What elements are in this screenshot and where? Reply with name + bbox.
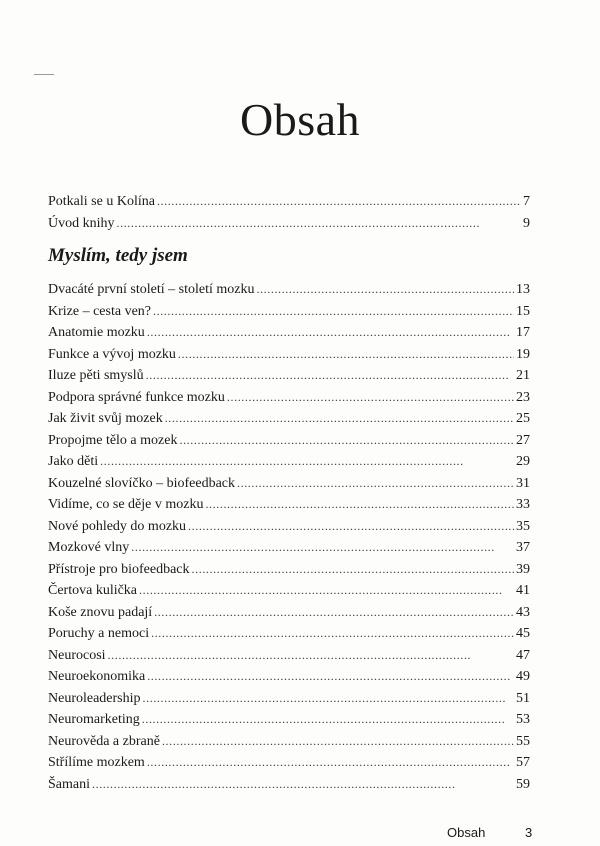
toc-entry-label: Funkce a vývoj mozku <box>48 346 176 362</box>
toc-entry <box>48 344 530 366</box>
toc-entry <box>48 666 530 688</box>
toc-entry <box>48 473 530 495</box>
toc-entry-label: Poruchy a nemoci <box>48 626 150 641</box>
toc-entry-page: 15 <box>516 303 530 319</box>
toc-entry-page: 49 <box>516 669 530 684</box>
toc-entry <box>48 580 530 602</box>
dot-leader <box>146 365 514 387</box>
dot-leader <box>147 666 514 688</box>
section-entries <box>48 279 530 795</box>
section-heading: Myslím, tedy jsem <box>48 245 188 266</box>
toc-entry <box>48 752 530 774</box>
toc-entry-label: Koše znovu padají <box>48 604 153 620</box>
dot-leader <box>165 408 514 430</box>
toc-entry-label: Neuroleadership <box>48 690 141 706</box>
toc-entry-label: Mozkové vlny <box>48 540 130 555</box>
footer-page-number: 3 <box>525 825 533 840</box>
dot-leader <box>162 731 514 753</box>
toc-entry-label: Potkali se u Kolína <box>48 194 155 209</box>
toc-entry-label: Krize – cesta ven? <box>48 303 151 319</box>
toc-entry-label: Kouzelné slovíčko – biofeedback <box>48 475 235 491</box>
toc-entry-label: Úvod knihy <box>48 215 115 231</box>
dot-leader <box>147 752 514 774</box>
toc-entry-page: 53 <box>516 712 530 727</box>
toc-entry-label: Jak živit svůj mozek <box>48 411 163 426</box>
toc-entry-page: 43 <box>516 604 530 620</box>
toc-entry-page: 55 <box>516 733 530 749</box>
toc-entry <box>48 602 530 624</box>
toc-entry <box>48 191 530 213</box>
toc-entry-label: Nové pohledy do mozku <box>48 518 187 534</box>
dot-leader <box>147 322 514 344</box>
toc-entry-page: 17 <box>516 325 530 340</box>
toc-entry-page: 39 <box>516 561 530 577</box>
dot-leader <box>157 191 521 213</box>
toc-entry-page: 35 <box>516 518 530 534</box>
toc-entry <box>48 645 530 667</box>
toc-entry <box>48 516 530 538</box>
toc-entry-page: 33 <box>516 497 530 512</box>
toc-entry-page: 31 <box>516 475 530 491</box>
toc-entry <box>48 408 530 430</box>
toc-entry-page: 29 <box>516 454 530 469</box>
dot-leader <box>153 301 514 323</box>
toc-entry-label: Podpora správné funkce mozku <box>48 389 225 405</box>
toc-entry-label: Dvacáté první století – století mozku <box>48 282 255 297</box>
toc-entry <box>48 451 530 473</box>
dot-leader <box>143 688 514 710</box>
toc-entry-page: 13 <box>516 282 530 297</box>
toc-entry-label: Neuroekonomika <box>48 669 146 684</box>
toc-entry-page: 45 <box>516 626 530 641</box>
toc-entry-page: 27 <box>516 432 530 448</box>
toc-entry-page: 47 <box>516 647 530 663</box>
dot-leader <box>142 709 514 731</box>
toc-entry <box>48 623 530 645</box>
dot-leader <box>256 279 514 301</box>
toc-entry-page: 21 <box>516 368 530 383</box>
toc-entry-label: Šamani <box>48 776 90 792</box>
toc-entry-page: 59 <box>516 776 530 792</box>
intro-entries <box>48 191 530 234</box>
dot-leader <box>139 580 514 602</box>
toc-entry <box>48 559 530 581</box>
toc-entry-page: 23 <box>516 389 530 405</box>
toc-entry-label: Anatomie mozku <box>48 325 145 340</box>
toc-entry-label: Střílíme mozkem <box>48 755 145 770</box>
toc-entry-label: Přístroje pro biofeedback <box>48 561 190 577</box>
toc-entry-label: Čertova kulička <box>48 583 138 598</box>
toc-entry <box>48 688 530 710</box>
dot-leader <box>154 602 514 624</box>
toc-entry <box>48 709 530 731</box>
toc-entry-page: 25 <box>516 411 530 426</box>
toc-entry-label: Neuromarketing <box>48 712 140 727</box>
toc-entry-page: 41 <box>516 583 530 598</box>
toc-entry-page: 9 <box>523 215 530 231</box>
toc-entry <box>48 537 530 559</box>
toc-entry-label: Neurocosi <box>48 647 106 663</box>
dot-leader <box>188 516 514 538</box>
dot-leader <box>92 774 514 796</box>
toc-entry-label: Iluze pěti smyslů <box>48 368 144 383</box>
toc-entry-page: 7 <box>523 194 530 209</box>
toc-entry <box>48 731 530 753</box>
scan-mark <box>34 74 54 75</box>
footer-title: Obsah <box>447 825 486 840</box>
dot-leader <box>108 645 514 667</box>
dot-leader <box>237 473 514 495</box>
dot-leader <box>179 430 514 452</box>
page-footer <box>0 825 600 845</box>
toc-entry-page: 19 <box>516 346 530 362</box>
toc-entry <box>48 213 530 235</box>
dot-leader <box>178 344 514 366</box>
toc-entry <box>48 365 530 387</box>
toc-entry-page: 51 <box>516 690 530 706</box>
toc-entry-label: Jako děti <box>48 454 99 469</box>
dot-leader <box>227 387 514 409</box>
dot-leader <box>100 451 514 473</box>
toc-entry-page: 57 <box>516 755 530 770</box>
toc-entry <box>48 322 530 344</box>
dot-leader <box>117 213 522 235</box>
dot-leader <box>151 623 514 645</box>
dot-leader <box>192 559 514 581</box>
toc-entry <box>48 279 530 301</box>
page-title: Obsah <box>239 93 361 145</box>
toc-entry <box>48 774 530 796</box>
dot-leader <box>205 494 514 516</box>
toc-entry <box>48 494 530 516</box>
toc-entry <box>48 301 530 323</box>
toc-entry <box>48 387 530 409</box>
dot-leader <box>131 537 514 559</box>
toc-entry-label: Neurověda a zbraně <box>48 733 160 749</box>
toc-entry <box>48 430 530 452</box>
toc-entry-page: 37 <box>516 540 530 555</box>
toc-entry-label: Vidíme, co se děje v mozku <box>48 497 204 512</box>
toc-entry-label: Propojme tělo a mozek <box>48 432 178 448</box>
